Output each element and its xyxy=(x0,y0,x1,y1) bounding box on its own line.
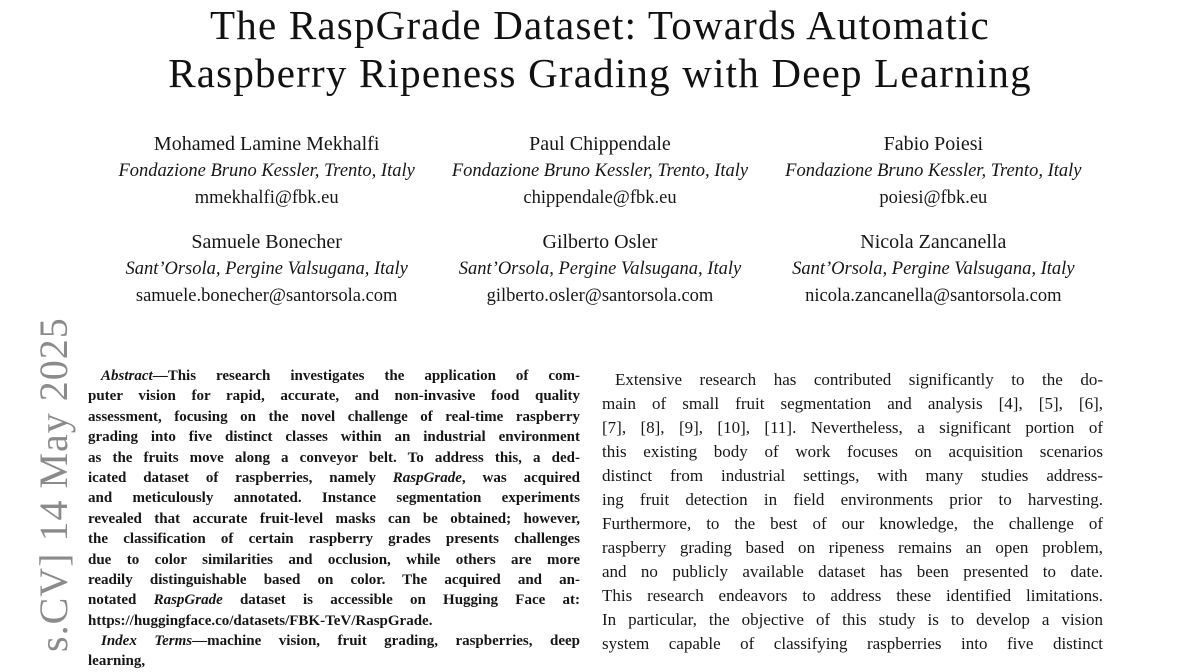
paper-title xyxy=(0,1,1200,97)
text-line xyxy=(88,529,580,549)
text-line xyxy=(602,368,1103,392)
text-line xyxy=(602,584,1103,608)
title-line-1: The RaspGrade Dataset: Towards Automatic xyxy=(210,2,990,48)
author-affiliation: Fondazione Bruno Kessler, Trento, Italy xyxy=(785,161,1082,181)
text-run: learning, xyxy=(88,653,146,670)
author-email: gilberto.osler@santorsola.com xyxy=(486,286,714,306)
text-run: main of small fruit segmentation and analysis [4], [5], [6], xyxy=(602,394,1103,413)
author-name: Nicola Zancanella xyxy=(860,231,1007,253)
author-email: samuele.bonecher@santorsola.com xyxy=(135,286,398,306)
text-run: assessment, focusing on the novel challenge of real-time raspberry xyxy=(88,408,580,425)
text-run: Abstract xyxy=(101,368,153,384)
author-block-2 xyxy=(433,131,766,212)
authors-row-1 xyxy=(100,131,1100,212)
text-run: as the fruits move along a conveyor belt. To address this, a ded- xyxy=(88,449,580,466)
text-line xyxy=(602,632,1103,656)
text-run: RaspGrade xyxy=(153,592,223,609)
author-block-6 xyxy=(767,229,1100,310)
text-line xyxy=(602,488,1103,512)
author-affiliation: Sant’Orsola, Pergine Valsugana, Italy xyxy=(125,259,408,279)
text-run: and no publicly available dataset has been presented to date. xyxy=(602,562,1103,581)
text-line xyxy=(88,611,580,631)
author-block-5 xyxy=(433,229,766,310)
author-email: nicola.zancanella@santorsola.com xyxy=(805,286,1062,306)
text-run: —machine vision, fruit grading, raspberries, deep xyxy=(192,633,580,650)
text-line xyxy=(602,560,1103,584)
text-run: revealed that accurate fruit-level masks can be obtained; however, xyxy=(88,510,580,527)
author-email: poiesi@fbk.eu xyxy=(879,188,988,208)
introduction-column xyxy=(602,368,1103,656)
author-block-3 xyxy=(767,131,1100,212)
text-run: Extensive research has contributed significantly to the do- xyxy=(615,370,1103,389)
author-name: Mohamed Lamine Mekhalfi xyxy=(153,133,380,155)
text-line xyxy=(88,590,580,610)
text-run: puter vision for rapid, accurate, and non-invasive food quality xyxy=(88,388,580,405)
text-run: Index Terms xyxy=(101,633,193,650)
authors-row-2 xyxy=(100,229,1100,310)
text-run: [7], [8], [9], [10], [11]. Nevertheless, a significant portion of xyxy=(602,418,1103,437)
text-run: system capable of classifying raspberries into five distinct xyxy=(602,634,1103,653)
author-affiliation: Sant’Orsola, Pergine Valsugana, Italy xyxy=(458,259,742,279)
text-line xyxy=(88,448,580,468)
text-run: this existing body of work focuses on acquisition scenarios xyxy=(602,442,1103,461)
author-block-4 xyxy=(100,229,433,310)
text-line xyxy=(88,407,580,427)
author-block-1 xyxy=(100,131,433,212)
text-run: Furthermore, to the best of our knowledge, the challenge of xyxy=(602,514,1103,533)
text-line xyxy=(88,386,580,406)
text-run: readily distinguishable based on color. The acquired and an- xyxy=(88,571,580,588)
text-run: In particular, the objective of this study is to develop a vision xyxy=(602,610,1103,629)
text-line xyxy=(602,536,1103,560)
author-name: Fabio Poiesi xyxy=(883,133,984,155)
text-run: due to color similarities and occlusion, while others are more xyxy=(88,551,580,568)
text-run: grading into five distinct classes within an industrial environment xyxy=(88,429,580,446)
text-run: This research endeavors to address these identified limitations. xyxy=(602,586,1103,605)
text-run: dataset is accessible on Hugging Face at: xyxy=(222,592,580,609)
text-run: the classification of certain raspberry grades presents challenges xyxy=(88,531,580,548)
text-line xyxy=(602,416,1103,440)
text-line xyxy=(602,392,1103,416)
text-line xyxy=(88,651,580,671)
text-run: icated dataset of raspberries, namely xyxy=(88,469,393,486)
text-run: and meticulously annotated. Instance segmentation experiments xyxy=(88,490,580,507)
text-run: RaspGrade xyxy=(392,469,462,486)
text-line xyxy=(88,631,580,651)
arxiv-stamp: s.CV] 14 May 2025 xyxy=(31,317,76,652)
text-line xyxy=(88,427,580,447)
author-email: mmekhalfi@fbk.eu xyxy=(194,188,339,208)
author-email: chippendale@fbk.eu xyxy=(523,188,677,208)
author-affiliation: Sant’Orsola, Pergine Valsugana, Italy xyxy=(792,259,1075,279)
text-line xyxy=(88,366,580,386)
text-run: ing fruit detection in field environments prior to harvesting. xyxy=(602,490,1103,509)
text-line xyxy=(88,570,580,590)
text-line xyxy=(602,608,1103,632)
text-run: distinct from industrial settings, with many studies address- xyxy=(602,466,1103,485)
text-line xyxy=(88,468,580,488)
abstract-column xyxy=(88,366,580,672)
author-name: Gilberto Osler xyxy=(542,231,658,253)
author-name: Samuele Bonecher xyxy=(191,231,342,253)
dataset-url-link[interactable]: https://huggingface.co/datasets/FBK-TeV/RaspGrade. xyxy=(88,612,433,629)
text-line xyxy=(88,509,580,529)
title-line-2: Raspberry Ripeness Grading with Deep Learning xyxy=(168,50,1032,96)
author-affiliation: Fondazione Bruno Kessler, Trento, Italy xyxy=(451,161,749,181)
text-line xyxy=(602,512,1103,536)
text-run: —This research investigates the application of com- xyxy=(152,368,580,384)
author-affiliation: Fondazione Bruno Kessler, Trento, Italy xyxy=(118,161,415,181)
text-run: , was acquired xyxy=(461,469,580,486)
author-name: Paul Chippendale xyxy=(529,133,671,155)
text-line xyxy=(602,464,1103,488)
text-line xyxy=(602,440,1103,464)
text-run: raspberry grading based on ripeness remains an open problem, xyxy=(602,538,1103,557)
text-line xyxy=(88,550,580,570)
text-run: notated xyxy=(88,592,154,609)
text-line xyxy=(88,488,580,508)
